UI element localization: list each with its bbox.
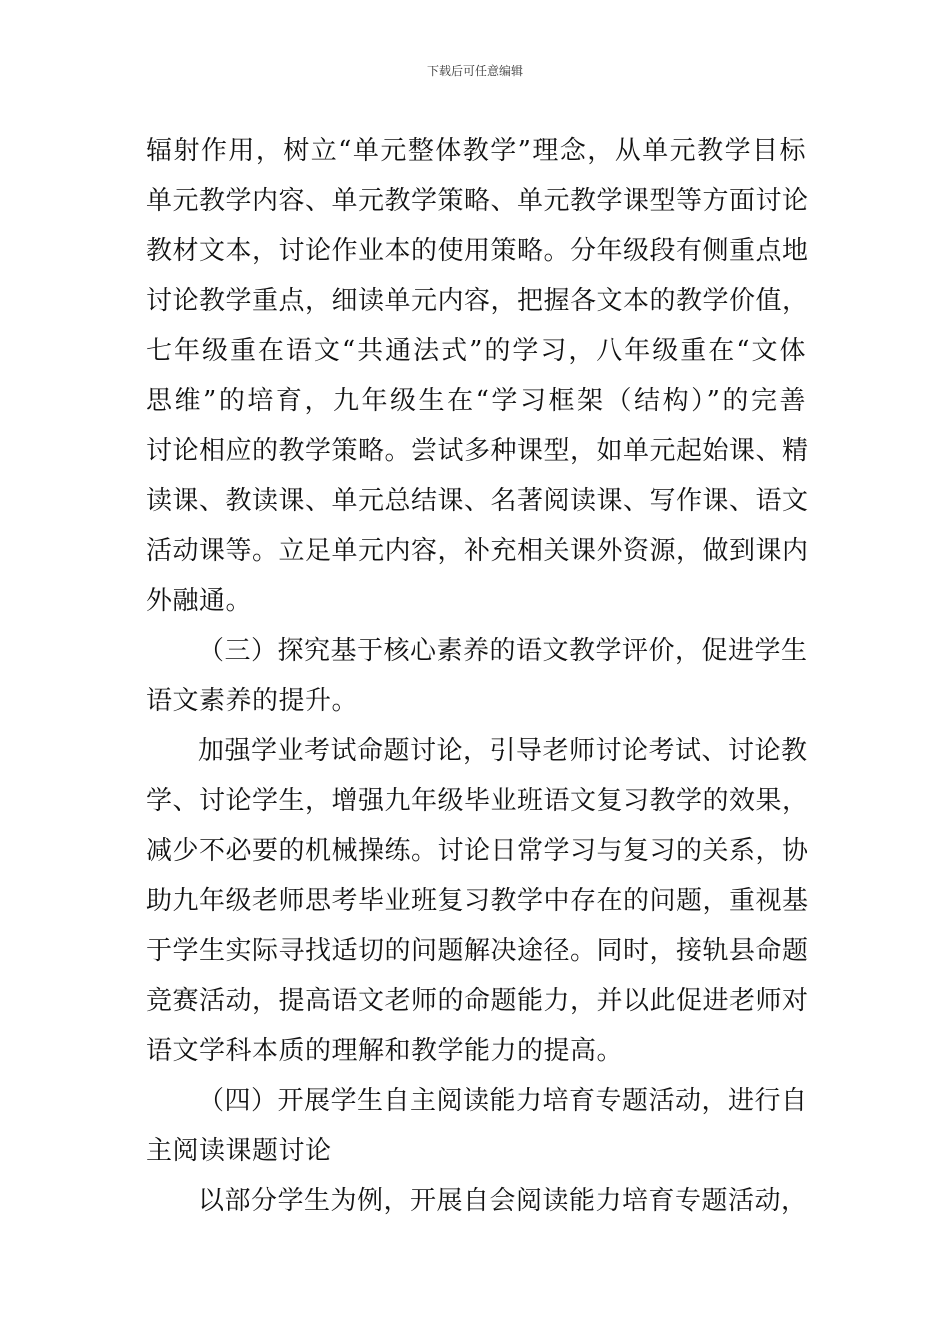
text-line: 活动课等。立足单元内容，补充相关课外资源，做到课内 — [146, 536, 809, 566]
text-line: 助九年级老师思考毕业班复习教学中存在的问题，重视基 — [146, 886, 809, 916]
text-line: 外融通。 — [146, 586, 253, 616]
text-line: 讨论相应的教学策略。尝试多种课型，如单元起始课、精 — [146, 436, 809, 466]
document-body — [146, 126, 809, 1226]
text-line: （三）探究基于核心素养的语文教学评价，促进学生 — [198, 636, 808, 666]
text-line: 辐射作用，树立“单元整体教学”理念，从单元教学目标 — [146, 136, 806, 166]
text-line: 学、讨论学生，增强九年级毕业班语文复习教学的效果， — [146, 786, 809, 816]
text-line: 读课、教读课、单元总结课、名著阅读课、写作课、语文 — [146, 486, 809, 516]
text-line: 以部分学生为例，开展自会阅读能力培育专题活动， — [198, 1186, 808, 1216]
text-line: 七年级重在语文“共通法式”的学习，八年级重在“文体 — [146, 336, 806, 366]
text-line: （四）开展学生自主阅读能力培育专题活动，进行自 — [198, 1086, 808, 1116]
text-line: 语文素养的提升。 — [146, 686, 359, 716]
text-line: 单元教学内容、单元教学策略、单元教学课型等方面讨论 — [146, 186, 809, 216]
text-line: 语文学科本质的理解和教学能力的提高。 — [146, 1036, 624, 1066]
text-line: 讨论教学重点，细读单元内容，把握各文本的教学价值， — [146, 286, 809, 316]
text-line: 加强学业考试命题讨论，引导老师讨论考试、讨论教 — [198, 736, 808, 766]
text-line: 竞赛活动，提高语文老师的命题能力，并以此促进老师对 — [146, 986, 809, 1016]
text-line: 主阅读课题讨论 — [146, 1136, 332, 1166]
text-line: 思维”的培育，九年级生在“学习框架（结构）”的完善 — [146, 386, 806, 416]
text-line: 教材文本，讨论作业本的使用策略。分年级段有侧重点地 — [146, 236, 809, 266]
page-header-note: 下载后可任意编辑 — [426, 64, 523, 78]
text-line: 减少不必要的机械操练。讨论日常学习与复习的关系，协 — [146, 836, 809, 866]
text-line: 于学生实际寻找适切的问题解决途径。同时，接轨县命题 — [146, 936, 809, 966]
